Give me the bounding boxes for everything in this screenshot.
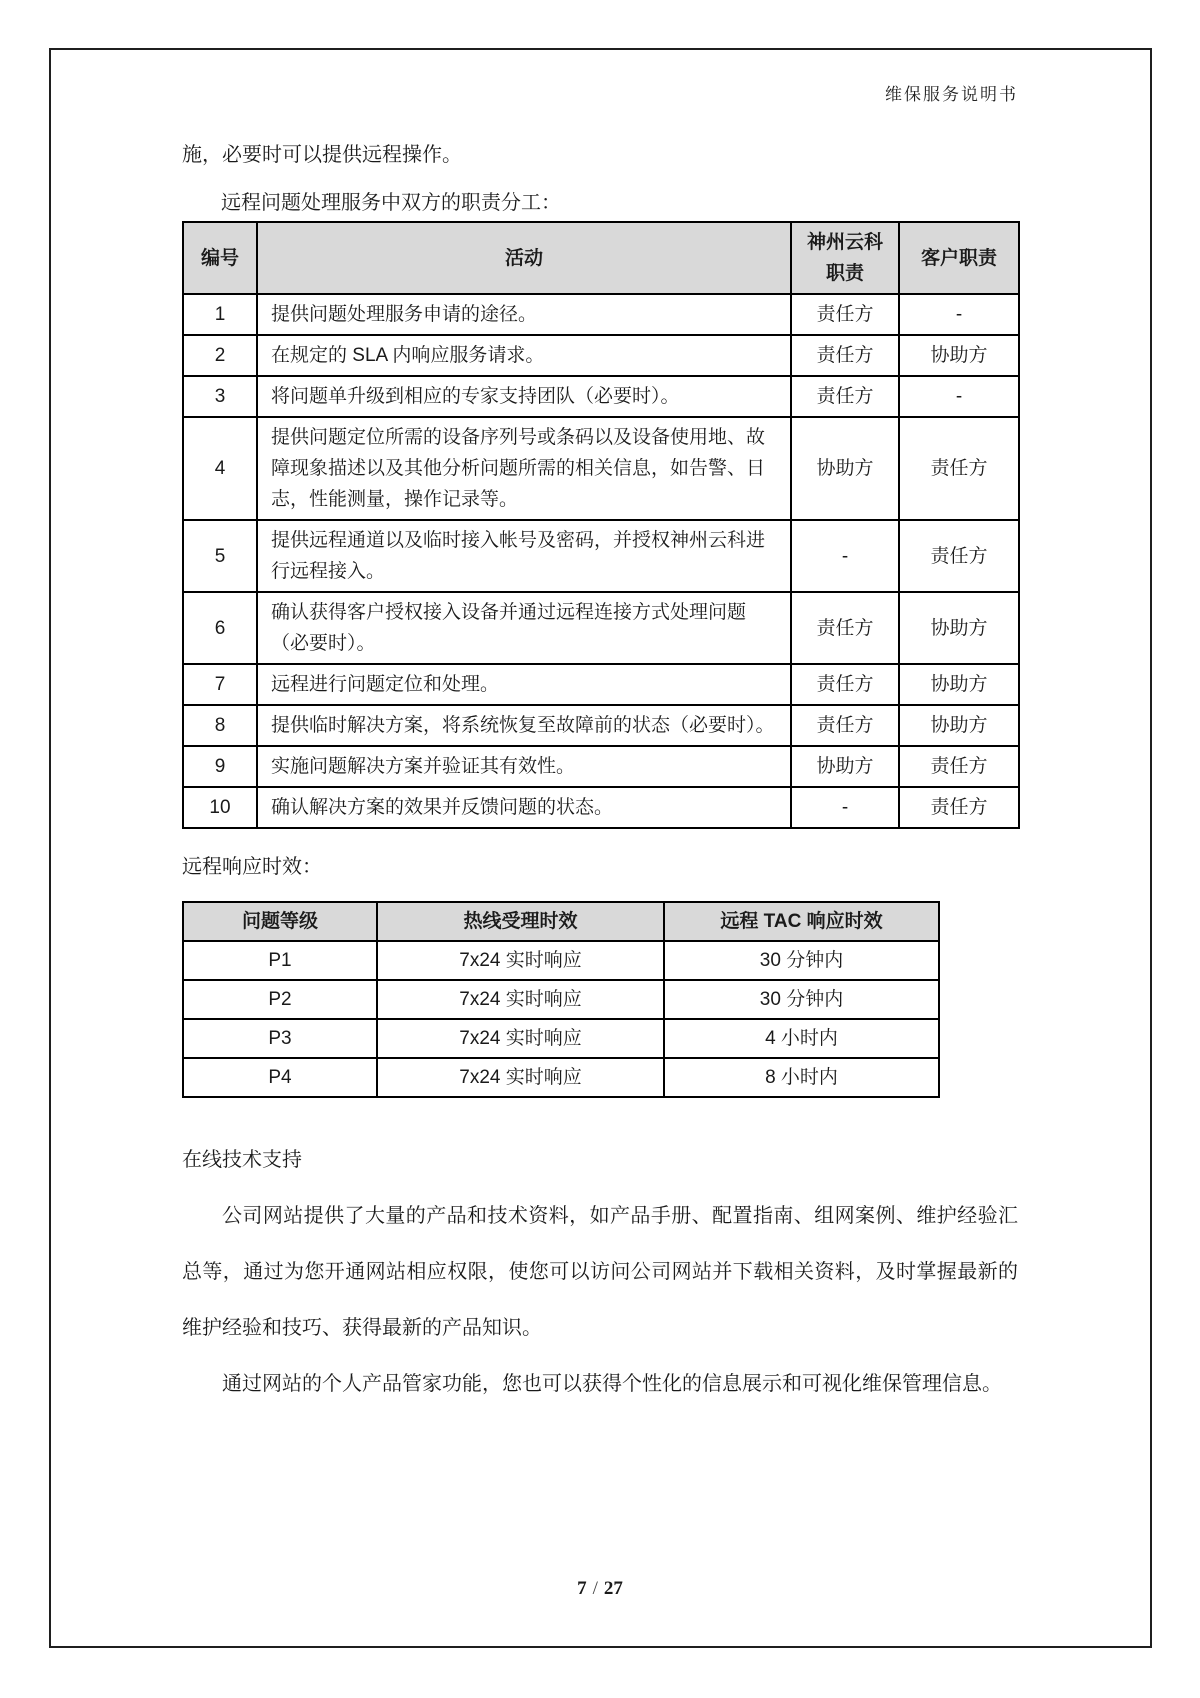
cell-hotline: 7x24 实时响应 <box>377 941 664 980</box>
cell-vendor: 协助方 <box>791 417 899 520</box>
cell-customer: 责任方 <box>899 417 1019 520</box>
table1-caption: 远程问题处理服务中双方的职责分工： <box>221 192 561 214</box>
cell-number: 9 <box>183 746 257 787</box>
cell-activity: 确认解决方案的效果并反馈问题的状态。 <box>257 787 791 828</box>
page-current: 7 <box>577 1578 587 1599</box>
table-row <box>183 376 1019 417</box>
table-row <box>183 1019 939 1058</box>
table-row <box>183 520 1019 592</box>
cell-level: P4 <box>183 1058 377 1097</box>
cell-tac: 8 小时内 <box>664 1058 939 1097</box>
cell-customer: 协助方 <box>899 664 1019 705</box>
table-row <box>183 746 1019 787</box>
cell-customer: 协助方 <box>899 335 1019 376</box>
col-header-vendor-line2: 职责 <box>825 263 864 284</box>
cell-vendor: 责任方 <box>791 294 899 335</box>
cell-tac: 30 分钟内 <box>664 980 939 1019</box>
cell-vendor: - <box>791 787 899 828</box>
cell-activity: 将问题单升级到相应的专家支持团队（必要时）。 <box>257 376 791 417</box>
table-row <box>183 1058 939 1097</box>
cell-activity: 实施问题解决方案并验证其有效性。 <box>257 746 791 787</box>
page-total: 27 <box>603 1578 623 1599</box>
responsibility-table <box>182 221 1020 829</box>
cell-vendor: 责任方 <box>791 592 899 664</box>
cell-number: 10 <box>183 787 257 828</box>
cell-customer: - <box>899 294 1019 335</box>
page-separator: / <box>592 1578 598 1599</box>
cell-level: P1 <box>183 941 377 980</box>
table-header-row <box>183 222 1019 294</box>
table-row <box>183 980 939 1019</box>
cell-customer: 责任方 <box>899 746 1019 787</box>
cell-vendor: 责任方 <box>791 376 899 417</box>
cell-number: 7 <box>183 664 257 705</box>
cell-activity: 提供临时解决方案，将系统恢复至故障前的状态（必要时）。 <box>257 705 791 746</box>
cell-hotline: 7x24 实时响应 <box>377 980 664 1019</box>
cell-tac: 4 小时内 <box>664 1019 939 1058</box>
cell-vendor: 协助方 <box>791 746 899 787</box>
col-header-level: 问题等级 <box>183 902 377 941</box>
cell-activity: 提供问题定位所需的设备序列号或条码以及设备使用地、故障现象描述以及其他分析问题所需的相关信息，如告警、日志，性能测量，操作记录等。 <box>257 417 791 520</box>
cell-activity: 远程进行问题定位和处理。 <box>257 664 791 705</box>
cell-number: 6 <box>183 592 257 664</box>
cell-customer: 责任方 <box>899 787 1019 828</box>
table-row <box>183 294 1019 335</box>
intro-paragraph: 施，必要时可以提供远程操作。 <box>182 144 462 166</box>
cell-customer: 协助方 <box>899 705 1019 746</box>
response-time-table <box>182 901 940 1098</box>
table-row <box>183 592 1019 664</box>
col-header-hotline: 热线受理时效 <box>377 902 664 941</box>
cell-activity: 确认获得客户授权接入设备并通过远程连接方式处理问题（必要时）。 <box>257 592 791 664</box>
col-header-number: 编号 <box>183 222 257 294</box>
col-header-tac: 远程 TAC 响应时效 <box>664 902 939 941</box>
cell-number: 3 <box>183 376 257 417</box>
cell-number: 8 <box>183 705 257 746</box>
cell-customer: - <box>899 376 1019 417</box>
cell-number: 4 <box>183 417 257 520</box>
cell-activity: 提供远程通道以及临时接入帐号及密码，并授权神州云科进行远程接入。 <box>257 520 791 592</box>
cell-activity: 提供问题处理服务申请的途径。 <box>257 294 791 335</box>
table-row <box>183 941 939 980</box>
table-row <box>183 417 1019 520</box>
table2-caption: 远程响应时效： <box>182 856 322 878</box>
cell-tac: 30 分钟内 <box>664 941 939 980</box>
cell-hotline: 7x24 实时响应 <box>377 1058 664 1097</box>
table-row <box>183 705 1019 746</box>
cell-activity: 在规定的 SLA 内响应服务请求。 <box>257 335 791 376</box>
col-header-activity: 活动 <box>257 222 791 294</box>
header-title: 维保服务说明书 <box>885 85 1018 104</box>
page-number <box>0 1578 1200 1600</box>
col-header-vendor-line1: 神州云科 <box>806 232 883 253</box>
cell-number: 1 <box>183 294 257 335</box>
cell-level: P2 <box>183 980 377 1019</box>
cell-customer: 协助方 <box>899 592 1019 664</box>
cell-hotline: 7x24 实时响应 <box>377 1019 664 1058</box>
col-header-customer: 客户职责 <box>899 222 1019 294</box>
table-row <box>183 664 1019 705</box>
cell-customer: 责任方 <box>899 520 1019 592</box>
cell-vendor: - <box>791 520 899 592</box>
cell-number: 5 <box>183 520 257 592</box>
table-row <box>183 787 1019 828</box>
section-heading: 在线技术支持 <box>182 1149 302 1171</box>
cell-vendor: 责任方 <box>791 705 899 746</box>
col-header-vendor <box>791 222 899 294</box>
cell-vendor: 责任方 <box>791 335 899 376</box>
paragraph: 公司网站提供了大量的产品和技术资料，如产品手册、配置指南、组网案例、维护经验汇总等，通过为您开通网站相应权限，使您可以访问公司网站并下载相关资料，及时掌握最新的维护经验和技巧、获得最新的产品知识。 <box>182 1205 1018 1339</box>
table-header-row <box>183 902 939 941</box>
cell-number: 2 <box>183 335 257 376</box>
document-page <box>182 80 1018 1412</box>
cell-level: P3 <box>183 1019 377 1058</box>
cell-vendor: 责任方 <box>791 664 899 705</box>
paragraph: 通过网站的个人产品管家功能，您也可以获得个性化的信息展示和可视化维保管理信息。 <box>222 1373 1002 1395</box>
table-row <box>183 335 1019 376</box>
